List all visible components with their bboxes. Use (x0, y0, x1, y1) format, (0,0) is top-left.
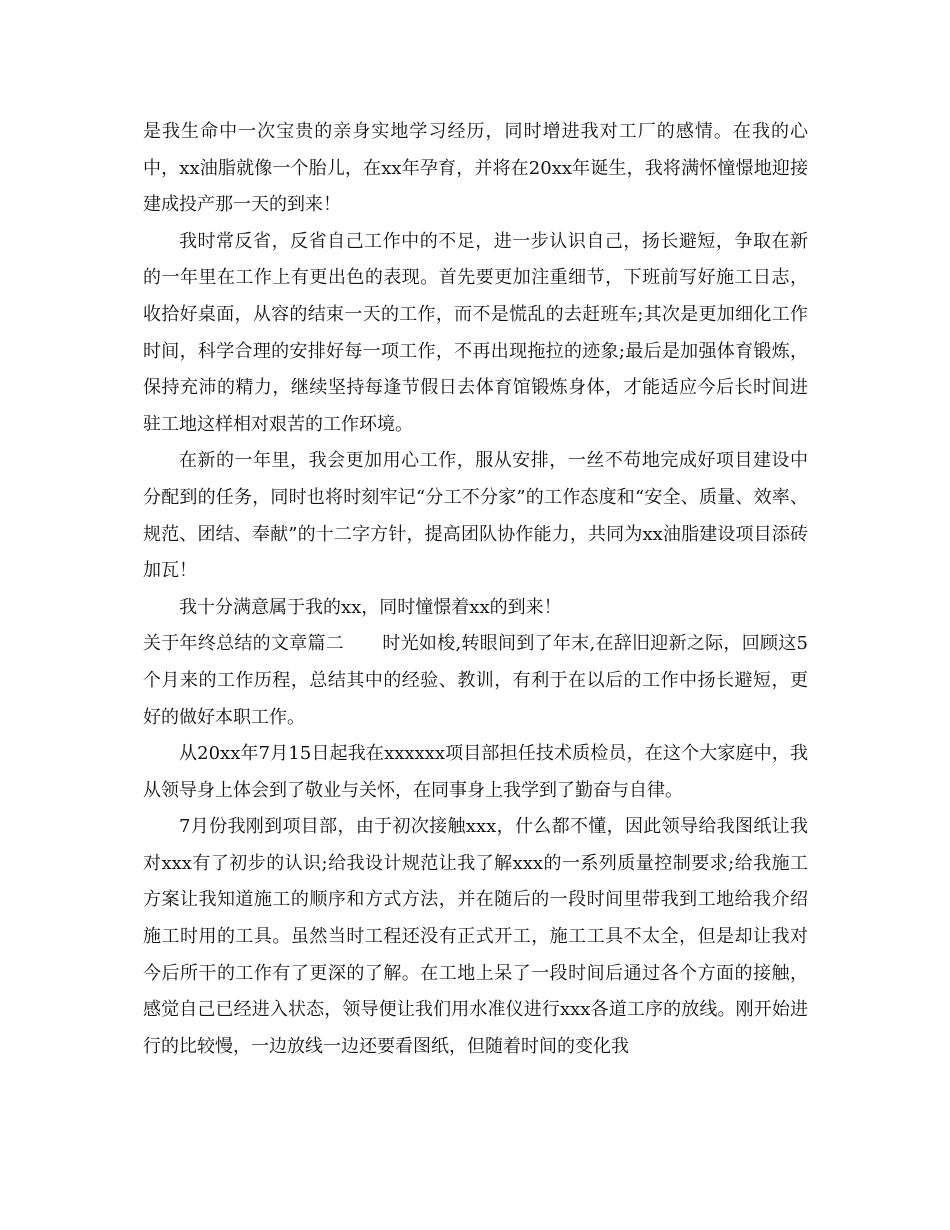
section-intro: 时光如梭,转眼间到了年末,在辞旧迎新之际，回顾这5个月来的工作历程，总结其中的经验、教训，有利于在以后的工作中扬长避短，更好的做好本职工作。 (143, 633, 808, 728)
paragraph-3: 在新的一年里，我会更加用心工作，服从安排，一丝不苟地完成好项目建设中分配到的任务，同时也将时刻牢记“分工不分家”的工作态度和“安全、质量、效率、规范、团结、奉献”的十二字方针，提高团队协作能力，共同为xx油脂建设项目添砖加瓦！ (143, 450, 808, 582)
paragraph-2: 我时常反省，反省自己工作中的不足，进一步认识自己，扬长避短，争取在新的一年里在工作上有更出色的表现。首先要更加注重细节，下班前写好施工日志，收拾好桌面，从容的结束一天的工作，而不是慌乱的去赶班车;其次是更加细化工作时间，科学合理的安排好每一项工作，不再出现拖拉的迹象;最后是加强体育锻炼，保持充沛的精力，继续坚持每逢节假日去体育馆锻炼身体，才能适应今后长时间进驻工地这样相对艰苦的工作环境。 (143, 230, 808, 435)
section-heading-paragraph (143, 626, 808, 736)
section-heading: 关于年终总结的文章篇二 (143, 633, 345, 655)
paragraph-1: 是我生命中一次宝贵的亲身实地学习经历，同时增进我对工厂的感情。在我的心中，xx油脂就像一个胎儿，在xx年孕育，并将在20xx年诞生，我将满怀憧憬地迎接建成投产那一天的到来！ (143, 121, 808, 216)
paragraph-6: 从20xx年7月15日起我在xxxxxx项目部担任技术质检员，在这个大家庭中，我从领导身上体会到了敬业与关怀，在同事身上我学到了勤奋与自律。 (143, 743, 808, 801)
document-body (143, 114, 808, 1065)
paragraph-4: 我十分满意属于我的xx，同时憧憬着xx的到来！ (179, 596, 562, 618)
paragraph-7: 7月份我刚到项目部，由于初次接触xxx，什么都不懂，因此领导给我图纸让我对xxx有了初步的认识;给我设计规范让我了解xxx的一系列质量控制要求;给我施工方案让我知道施工的顺序和方式方法，并在随后的一段时间里带我到工地给我介绍施工时用的工具。虽然当时工程还没有正式开工，施工工具不太全，但是却让我对今后所干的工作有了更深的了解。在工地上呆了一段时间后通过各个方面的接触，感觉自己已经进入状态，领导便让我们用水准仪进行xxx各道工序的放线。刚开始进行的比较慢，一边放线一边还要看图纸，但随着时间的变化我 (143, 816, 808, 1057)
